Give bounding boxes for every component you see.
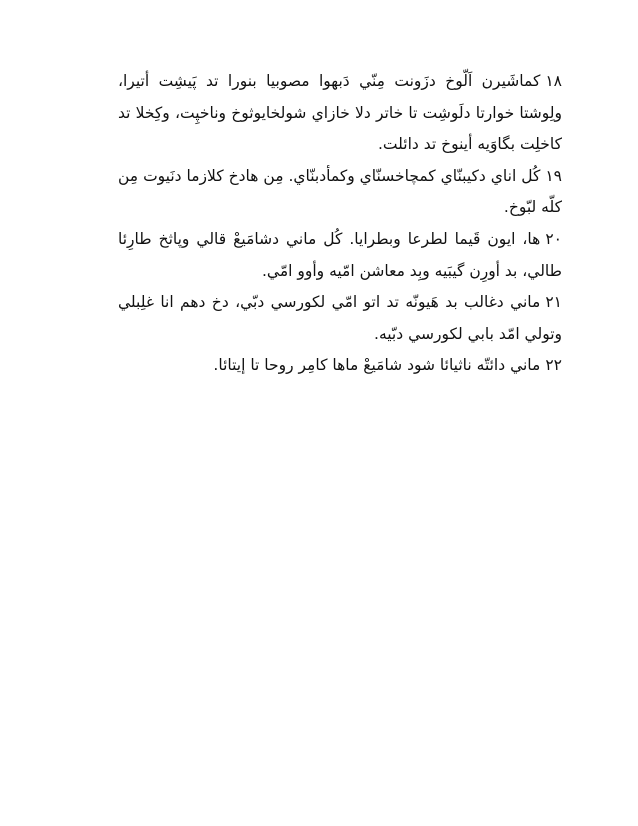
verse-18 bbox=[118, 66, 562, 161]
verse-number: ٢٢ bbox=[545, 356, 562, 375]
verse-22 bbox=[118, 350, 562, 382]
verse-text: ماني دائتّه ناثيائا شود شامَيعْ ماها كامِر روحا تا إيتائا. bbox=[213, 356, 541, 375]
verse-number: ٢١ bbox=[545, 293, 562, 312]
verse-number: ١٩ bbox=[545, 166, 562, 185]
verse-text: ماني دغالب بد هَيونّه تد اتو امّي لكورسي دبّي، دخ دهم انا غلِبلي وتولي امّد بابي لكورسي دبّيه. bbox=[118, 293, 562, 343]
verse-number: ٢٠ bbox=[545, 229, 562, 248]
verse-number: ١٨ bbox=[545, 72, 562, 90]
verse-19 bbox=[118, 161, 562, 224]
verse-text: كماشَيرن اَلّوخ دزَونت مِنّي دَبهوا مصوبيا بنورا تد پَيشِت أتيرا، ولِوشتا خوارتا دلَوشِت تا خاتر دلا خازاي شولخايوثوخ وناخپِت، وكِخلا تد كاخلِت بگاوَيه أينوخ تد دائلت. bbox=[118, 72, 562, 154]
verse-text: كُل اناي دكيبنّاي كمچاخسنّاي وكمأدبنّاي. مِن هادخ كلازما دنَيوت مِن كلّه لبّوخ. bbox=[118, 166, 562, 217]
verse-text: ها، ايون قَيما لطرعا وبطرايا. كُل ماني دشامَيعْ قالي وپاثخ طارِئا طالي، بد أورِن گيبَيه وبِد معاشن امّيه وأوو امّي. bbox=[118, 229, 562, 280]
scripture-text-block bbox=[118, 66, 562, 382]
verse-21 bbox=[118, 287, 562, 350]
verse-20 bbox=[118, 224, 562, 287]
